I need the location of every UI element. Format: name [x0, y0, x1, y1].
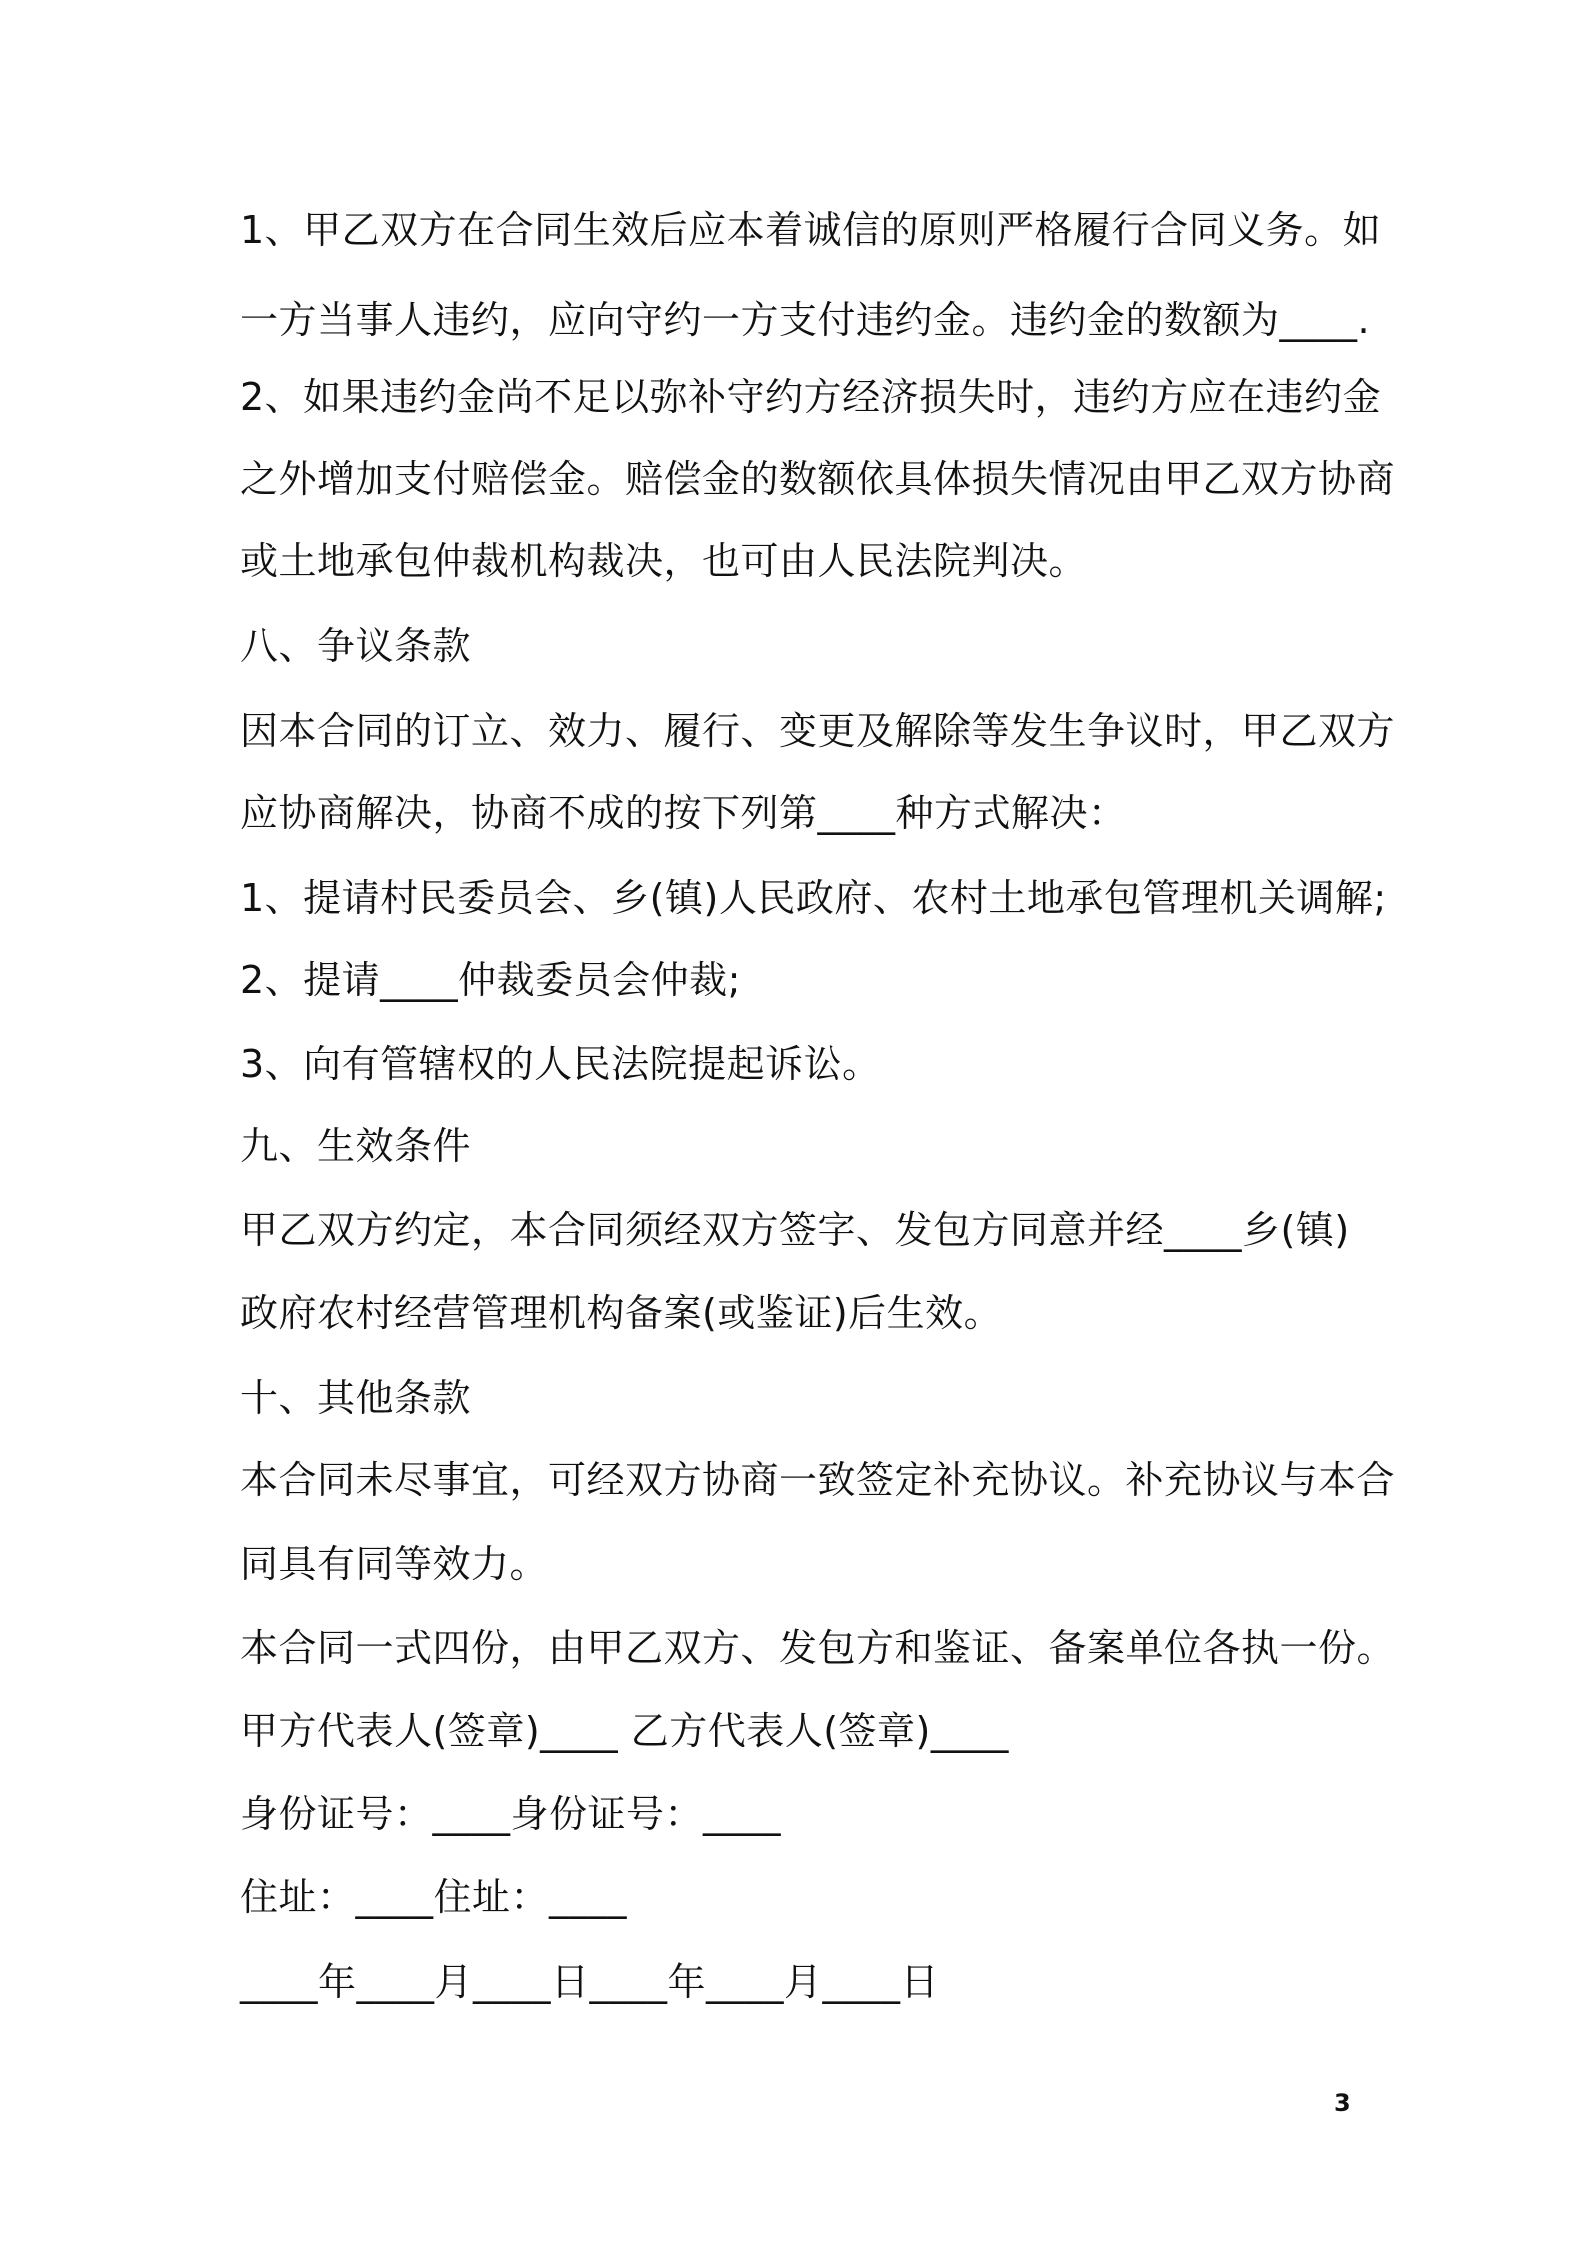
text-line: 1、提请村民委员会、乡(镇)人民政府、农村土地承包管理机关调解; — [240, 876, 1387, 920]
section-heading: 八、争议条款 — [240, 624, 472, 668]
text-line: 之外增加支付赔偿金。赔偿金的数额依具体损失情况由甲乙双方协商 — [240, 457, 1396, 501]
date-line: ____年____月____日____年____月____日 — [240, 1960, 940, 2004]
section-heading: 十、其他条款 — [240, 1376, 472, 1420]
text-line: 或土地承包仲裁机构裁决，也可由人民法院判决。 — [240, 539, 1088, 583]
id-number-line: 身份证号：____身份证号：____ — [240, 1792, 782, 1836]
signature-line: 甲方代表人(签章)____ 乙方代表人(签章)____ — [240, 1709, 1009, 1753]
section-heading: 九、生效条件 — [240, 1124, 472, 1168]
text-line: 一方当事人违约，应向守约一方支付违约金。违约金的数额为____. — [240, 298, 1371, 342]
text-line: 政府农村经营管理机构备案(或鉴证)后生效。 — [240, 1291, 1003, 1335]
text-line: 3、向有管辖权的人民法院提起诉讼。 — [240, 1042, 881, 1086]
text-line: 同具有同等效力。 — [240, 1542, 549, 1586]
text-line: 因本合同的订立、效力、履行、变更及解除等发生争议时，甲乙双方 — [240, 709, 1396, 753]
address-line: 住址：____住址：____ — [240, 1875, 628, 1919]
text-line: 本合同未尽事宜，可经双方协商一致签定补充协议。补充协议与本合 — [240, 1458, 1396, 1502]
page-number: 3 — [1334, 2089, 1351, 2117]
text-line: 甲乙双方约定，本合同须经双方签字、发包方同意并经____乡(镇) — [240, 1208, 1350, 1252]
text-line: 本合同一式四份，由甲乙双方、发包方和鉴证、备案单位各执一份。 — [240, 1626, 1396, 1670]
text-line: 2、如果违约金尚不足以弥补守约方经济损失时，违约方应在违约金 — [240, 375, 1382, 419]
text-line: 应协商解决，协商不成的按下列第____种方式解决： — [240, 791, 1127, 835]
text-line: 2、提请____仲裁委员会仲裁; — [240, 958, 741, 1002]
text-line: 1、甲乙双方在合同生效后应本着诚信的原则严格履行合同义务。如 — [240, 208, 1382, 252]
